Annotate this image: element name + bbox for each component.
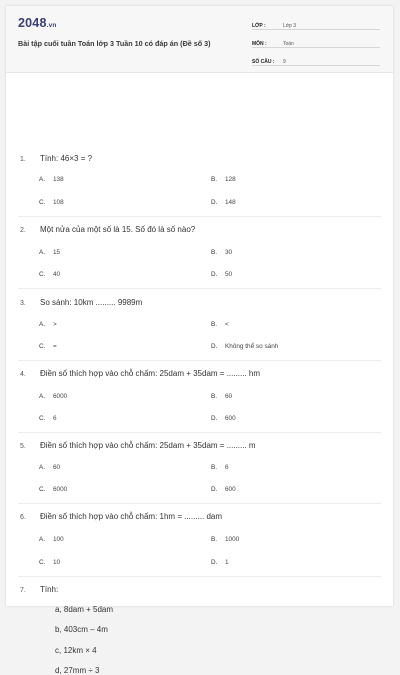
meta-count-row	[252, 53, 380, 66]
worksheet-header	[6, 6, 393, 73]
option-text: 10	[53, 559, 61, 566]
question-2	[20, 225, 195, 234]
page-title: Bài tập cuối tuần Toán lớp 3 Tuần 10 có đáp án (Đề số 3)	[18, 39, 211, 48]
answer-option-c[interactable]	[39, 343, 57, 350]
sub-question-b: b, 403cm – 4m	[55, 625, 108, 634]
option-letter: A.	[39, 176, 46, 183]
meta-subject-label: MÔN :	[252, 41, 267, 47]
option-letter: B.	[211, 249, 218, 256]
question-text: Điền số thích hợp vào chỗ chấm: 25dam + 35dam = ......... hm	[40, 369, 261, 378]
meta-count-label: SỐ CÂU :	[252, 59, 275, 65]
question-number: 6.	[20, 514, 26, 521]
option-text: 15	[53, 249, 61, 256]
answer-option-a[interactable]	[39, 464, 60, 471]
sub-question-c: c, 12km × 4	[55, 646, 97, 655]
option-letter: B.	[211, 536, 218, 543]
answer-option-c[interactable]	[39, 559, 60, 566]
option-letter: A.	[39, 321, 46, 328]
question-text: Tính: 46×3 = ?	[40, 154, 93, 163]
brand-logo[interactable]	[18, 16, 57, 30]
answer-option-b[interactable]	[211, 321, 229, 328]
meta-subject-value: Toán	[283, 41, 294, 47]
answer-option-d[interactable]	[211, 199, 236, 206]
answer-option-a[interactable]	[39, 176, 64, 183]
answer-option-a[interactable]	[39, 536, 64, 543]
question-3	[20, 298, 142, 307]
option-letter: A.	[39, 249, 46, 256]
meta-subject-row	[252, 35, 380, 48]
option-text: 40	[53, 271, 61, 278]
meta-class-row	[252, 17, 380, 30]
question-number: 5.	[20, 443, 26, 450]
answer-option-c[interactable]	[39, 271, 60, 278]
answer-option-d[interactable]	[211, 415, 236, 422]
question-number: 3.	[20, 300, 26, 307]
answer-option-a[interactable]	[39, 321, 57, 328]
answer-option-b[interactable]	[211, 176, 236, 183]
divider	[18, 288, 381, 289]
answer-option-d[interactable]	[211, 559, 229, 566]
question-number: 1.	[20, 156, 26, 163]
option-letter: B.	[211, 393, 218, 400]
option-letter: C.	[39, 486, 46, 493]
divider	[18, 360, 381, 361]
option-text: 50	[225, 271, 233, 278]
question-number: 2.	[20, 227, 26, 234]
answer-option-b[interactable]	[211, 464, 229, 471]
question-1	[20, 154, 92, 163]
option-text: >	[53, 321, 57, 328]
question-number: 4.	[20, 371, 26, 378]
option-letter: A.	[39, 393, 46, 400]
option-letter: D.	[211, 343, 218, 350]
brand-tld: .vn	[46, 22, 57, 29]
divider	[18, 576, 381, 577]
option-letter: C.	[39, 559, 46, 566]
option-text: 60	[53, 464, 61, 471]
option-letter: D.	[211, 559, 218, 566]
question-number: 7.	[20, 587, 26, 594]
question-7	[20, 585, 58, 594]
answer-option-b[interactable]	[211, 536, 239, 543]
option-letter: C.	[39, 343, 46, 350]
question-text: Một nửa của một số là 15. Số đó là số nào?	[40, 225, 196, 234]
option-letter: D.	[211, 486, 218, 493]
answer-option-a[interactable]	[39, 249, 60, 256]
sub-question-a: a, 8dam + 5dam	[55, 605, 114, 614]
option-text: 138	[53, 176, 64, 183]
divider	[18, 503, 381, 504]
divider	[18, 216, 381, 217]
question-5	[20, 441, 256, 450]
question-4	[20, 369, 260, 378]
option-text: 1	[225, 559, 229, 566]
option-letter: D.	[211, 199, 218, 206]
option-text: 1000	[225, 536, 240, 543]
option-letter: C.	[39, 271, 46, 278]
option-text: <	[225, 321, 229, 328]
brand-name: 2048	[18, 16, 47, 30]
answer-option-d[interactable]	[211, 343, 278, 350]
option-text: 6	[225, 464, 229, 471]
answer-option-c[interactable]	[39, 415, 57, 422]
option-letter: D.	[211, 271, 218, 278]
meta-class-label: LỚP :	[252, 23, 266, 29]
option-letter: C.	[39, 415, 46, 422]
question-text: Điền số thích hợp vào chỗ chấm: 25dam + 35dam = ......... m	[40, 441, 256, 450]
answer-option-d[interactable]	[211, 486, 236, 493]
answer-option-c[interactable]	[39, 199, 64, 206]
option-text: 100	[53, 536, 64, 543]
option-letter: B.	[211, 176, 218, 183]
option-text: 6000	[53, 393, 68, 400]
divider	[18, 432, 381, 433]
answer-option-b[interactable]	[211, 249, 232, 256]
answer-option-d[interactable]	[211, 271, 232, 278]
option-text: 30	[225, 249, 233, 256]
option-letter: B.	[211, 321, 218, 328]
option-letter: C.	[39, 199, 46, 206]
answer-option-c[interactable]	[39, 486, 67, 493]
meta-class-value: Lớp 3	[283, 23, 297, 29]
sub-question-d: d, 27mm ÷ 3	[55, 666, 100, 675]
option-text: =	[53, 343, 57, 350]
option-letter: A.	[39, 464, 46, 471]
option-text: 108	[53, 199, 64, 206]
option-text: 60	[225, 393, 233, 400]
option-text: 6	[53, 415, 57, 422]
answer-option-b[interactable]	[211, 393, 232, 400]
option-text: 128	[225, 176, 236, 183]
question-text: So sánh: 10km ......... 9989m	[40, 298, 143, 307]
option-letter: B.	[211, 464, 218, 471]
option-letter: A.	[39, 536, 46, 543]
worksheet	[6, 6, 393, 675]
option-text: 6000	[53, 486, 68, 493]
answer-option-a[interactable]	[39, 393, 67, 400]
meta-count-value: 9	[283, 59, 286, 65]
option-letter: D.	[211, 415, 218, 422]
option-text: Không thể so sánh	[225, 343, 279, 350]
question-text: Tính:	[40, 585, 59, 594]
question-6	[20, 512, 222, 521]
option-text: 148	[225, 199, 236, 206]
question-text: Điền số thích hợp vào chỗ chấm: 1hm = ......... dam	[40, 512, 222, 521]
option-text: 600	[225, 486, 236, 493]
worksheet-meta	[252, 17, 380, 71]
option-text: 600	[225, 415, 236, 422]
